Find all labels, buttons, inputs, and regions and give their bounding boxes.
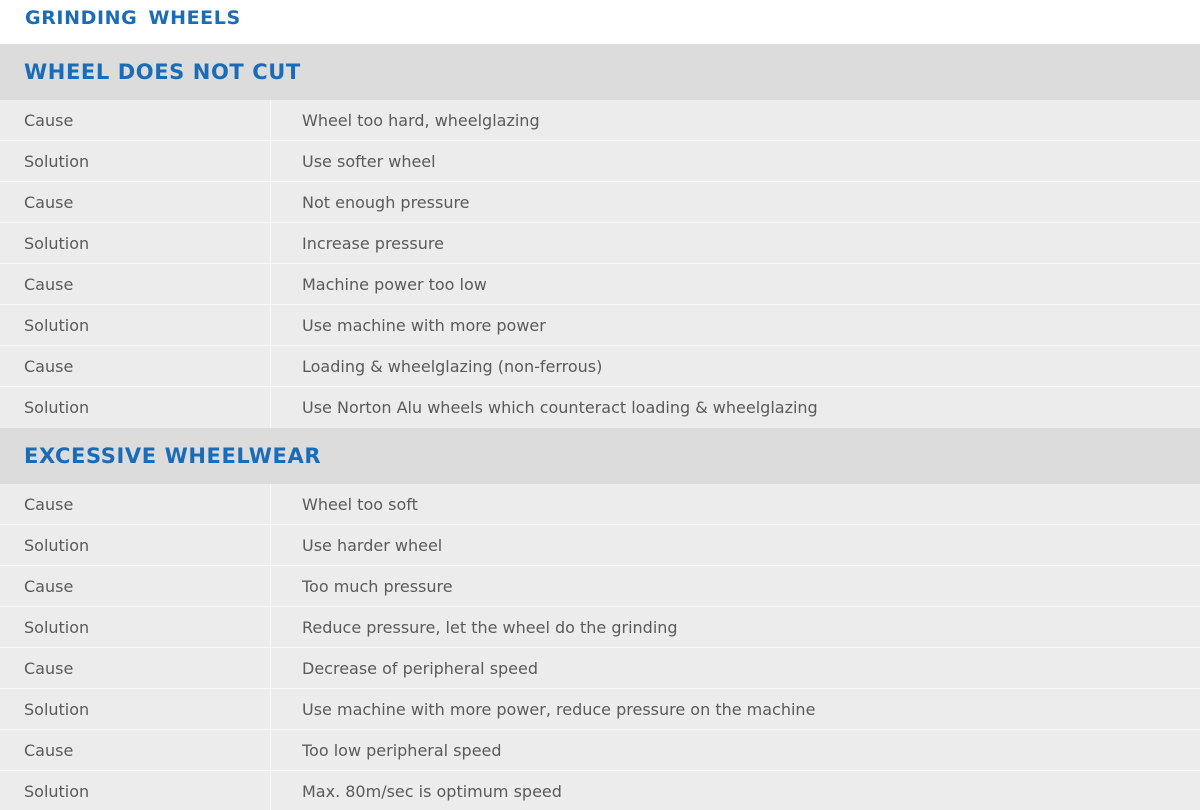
- table-row: [0, 223, 1200, 264]
- table-row: [0, 346, 1200, 387]
- section-heading: EXCESSIVE WHEELWEAR: [0, 428, 1200, 484]
- row-label: Cause: [0, 566, 271, 606]
- table-row: [0, 182, 1200, 223]
- table-row: [0, 525, 1200, 566]
- table-row: [0, 264, 1200, 305]
- row-label: Solution: [0, 607, 271, 647]
- row-text: Decrease of peripheral speed: [302, 658, 539, 678]
- row-text: Reduce pressure, let the wheel do the grinding: [302, 617, 678, 637]
- table-row: [0, 689, 1200, 730]
- troubleshooting-table: [0, 484, 1200, 810]
- row-text: Max. 80m/sec is optimum speed: [302, 782, 562, 801]
- table-row: [0, 305, 1200, 346]
- row-text: Wheel too soft: [302, 494, 418, 514]
- row-label: Solution: [0, 223, 271, 263]
- row-text: Use softer wheel: [302, 151, 436, 171]
- row-text: Loading & wheelglazing (non-ferrous): [302, 356, 603, 376]
- row-label: Cause: [0, 346, 271, 386]
- row-label: Cause: [0, 648, 271, 688]
- section-heading: WHEEL DOES NOT CUT: [0, 44, 1200, 100]
- row-text: Wheel too hard, wheelglazing: [302, 110, 540, 130]
- row-label: Solution: [0, 525, 271, 565]
- row-text: Increase pressure: [302, 233, 444, 253]
- row-label: Solution: [0, 387, 271, 428]
- table-row: [0, 648, 1200, 689]
- row-label: Cause: [0, 264, 271, 304]
- row-text: Use Norton Alu wheels which counteract loading & wheelglazing: [302, 398, 818, 417]
- table-row: [0, 566, 1200, 607]
- row-text: Too low peripheral speed: [302, 740, 502, 760]
- row-label: Cause: [0, 182, 271, 222]
- row-label: Cause: [0, 730, 271, 770]
- row-text: Use harder wheel: [302, 535, 443, 555]
- section-wheel-does-not-cut: [0, 44, 1200, 428]
- table-row: [0, 730, 1200, 771]
- row-label: Cause: [0, 484, 271, 524]
- row-text: Too much pressure: [302, 576, 453, 596]
- row-text: Not enough pressure: [302, 192, 470, 212]
- table-row: [0, 141, 1200, 182]
- row-label: Cause: [0, 100, 271, 140]
- page-title: GRINDING WHEELS: [0, 0, 1200, 44]
- row-label: Solution: [0, 689, 271, 729]
- table-row: [0, 387, 1200, 428]
- table-row: [0, 607, 1200, 648]
- troubleshooting-table: [0, 100, 1200, 428]
- row-label: Solution: [0, 305, 271, 345]
- row-text: Use machine with more power, reduce pressure on the machine: [302, 699, 816, 719]
- row-label: Solution: [0, 771, 271, 810]
- table-row: [0, 771, 1200, 810]
- row-label: Solution: [0, 141, 271, 181]
- table-row: [0, 100, 1200, 141]
- section-excessive-wheelwear: [0, 428, 1200, 810]
- row-text: Use machine with more power: [302, 315, 546, 335]
- row-text: Machine power too low: [302, 274, 487, 294]
- table-row: [0, 484, 1200, 525]
